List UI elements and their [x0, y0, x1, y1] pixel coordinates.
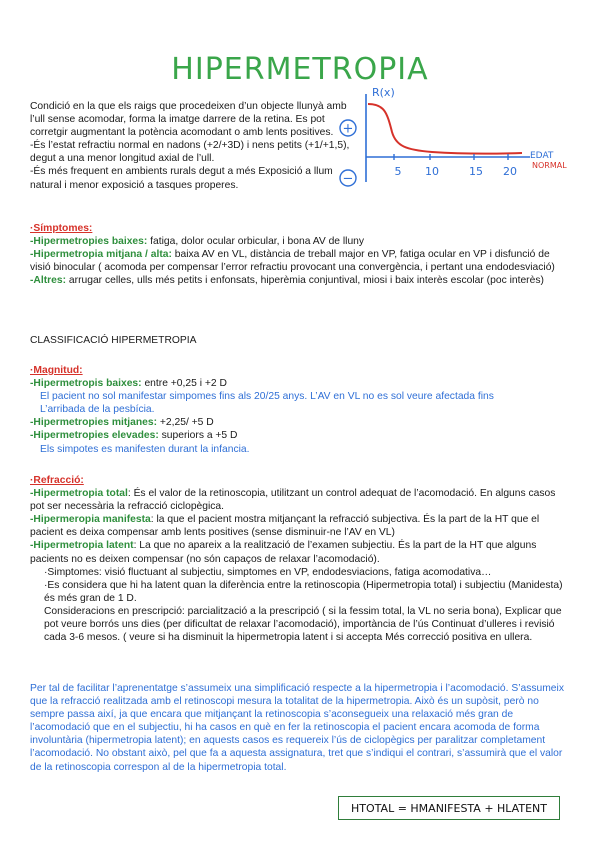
graph-tick-label: 5 — [394, 165, 402, 178]
magnitude-heading: ·Magnitud: — [30, 365, 83, 376]
formula-box — [338, 796, 560, 820]
symptoms-section — [30, 222, 570, 287]
refraction-item: -Hipermetropia total: És el valor de la retinoscopia, utilitzant un control adequat de l’acomodació. En alguns casos pot ser necessària la refracció ciclopègica. — [30, 488, 556, 513]
plus-sign: + — [342, 121, 354, 137]
graph-x-label: EDAT — [530, 151, 554, 161]
graph-curve — [368, 104, 522, 154]
symptom-item: -Hipermetropies baixes: fatiga, dolor ocular orbicular, i bona AV de lluny — [30, 236, 365, 248]
symptoms-heading: ·Símptomes: — [30, 223, 93, 234]
intro-paragraph: -És l’estat refractiu normal en nadons (+2/+3D) i nens petits (+1/+1,5), degut a una menor longitud axial de l’ull. — [30, 140, 350, 165]
refraction-section — [30, 474, 570, 644]
magnitude-note: El pacient no sol manifestar simpomes fins als 20/25 anys. L’AV en VL no es sol veure afectada fins — [40, 391, 494, 403]
intro-paragraph: -És més frequent en ambients rurals degut a més Exposició a llum natural i menor exposició a tasques properes. — [30, 166, 333, 191]
note-text: Per tal de facilitar l’aprenentatge s’assumeix una simplificació respecte a la hipermetropia i l’acomodació. S’assumeix que la refracció realitzada amb el retinoscopi mesura la totalitat de la hipermetropia. Això és un supòsit, però no sempre passa així, ja que encara que mitjançant la retinoscopia s’aconsegueix una relaxació més gran de l’acomodació que en el subjectiu, hi ha casos en què en fer la retinoscopia el pacient encara acomoda de forma involuntària (hipermetropia latent); en aquests casos es requereix l’ús de ciclopègics per paralitzar completament l’acomodació. No obstant això, pel que fa a aquesta assignatura, tret que s’indiqui el contrari, s’assumirà que el valor de la retinoscopia correspon al de la hipermetropia total. — [30, 683, 564, 773]
formula-text: HTOTAL = HMANIFESTA + HLATENT — [351, 801, 547, 815]
graph-normal-label: NORMAL — [532, 161, 567, 170]
page-title: HIPERMETROPIA — [171, 52, 429, 88]
refraction-heading: ·Refracció: — [30, 475, 84, 486]
symptom-item: -Hipermetropia mitjana / alta: baixa AV en VL, distància de treball major en VP, fatiga ocular en VP i disfunció de visió binocular ( acomoda per compensar l’error refractiu provocant una convergència, i pertant una endodesviació) — [30, 249, 555, 274]
refraction-age-graph — [332, 86, 582, 196]
intro-paragraph: Condició en la que els raigs que procedeixen d’un objecte llunyà amb l’ull sense acomodar, forma la imatge darrere de la retina. Es pot corretgir augmentant la potència acomodant o amb lents positives. — [30, 101, 347, 139]
refraction-item: -Hipermeropia manifesta: la que el pacient mostra mitjançant la refracció subjectiva. És la part de la HT que el pacient es deixa compensar amb lents positives (sense disminuir-ne l’AV en VL) — [30, 514, 540, 539]
refraction-item: -Hipermetropia latent: La que no apareix a la realització de l’examen subjectiu. És la part de la HT que alguns pacients no es deixen compensar (no són capaços de relaxar l’acomodació). — [30, 540, 537, 565]
simplification-note — [30, 682, 570, 774]
intro-text — [30, 100, 350, 192]
magnitude-note: Els simpotes es manifesten durant la infancia. — [40, 443, 250, 455]
magnitude-item: -Hipermetropies elevades: superiors a +5 D — [30, 430, 238, 442]
magnitude-note: L’arribada de la pesbícia. — [40, 404, 155, 416]
refraction-subitem: Consideracions en prescripció: parcialització a la prescripció ( si la fessim total, la VL no seria bona), Explicar que pot veure borrós uns dies (per dificultat de relaxar l’acomodació), importància de l’ús Continuat d’ulleres i revisió cada 3-6 mesos. ( veure si ha disminuit la hipermetropia latent i si accepta Més correcció positiva en ullera. — [44, 605, 562, 644]
magnitude-item: -Hipermetropies mitjanes: +2,25/ +5 D — [30, 417, 214, 429]
refraction-subitem: ·Es considera que hi ha latent quan la diferència entre la retinoscopia (Hipermetropia total) i subjectiu (Manidesta) és més gran de 1 D. — [44, 579, 563, 604]
symptom-item: -Altres: arrugar celles, ulls més petits i enfonsats, hiperèmia conjuntival, miosi i baix interès escolar (poc interès) — [30, 275, 544, 287]
magnitude-item: -Hipermetropis baixes: entre +0,25 i +2 D — [30, 378, 227, 390]
graph-y-label: R(x) — [372, 86, 395, 99]
graph-tick-label: 10 — [425, 165, 439, 178]
magnitude-section — [30, 364, 570, 456]
graph-tick-label: 20 — [503, 165, 517, 178]
classification-heading: CLASSIFICACIÓ HIPERMETROPIA — [30, 335, 197, 346]
graph-tick-label: 15 — [469, 165, 483, 178]
refraction-subitem: ·Simptomes: visió fluctuant al subjectiu, simptomes en VP, endodesviacions, fatiga acomodativa… — [44, 566, 492, 578]
minus-sign: − — [342, 171, 354, 187]
